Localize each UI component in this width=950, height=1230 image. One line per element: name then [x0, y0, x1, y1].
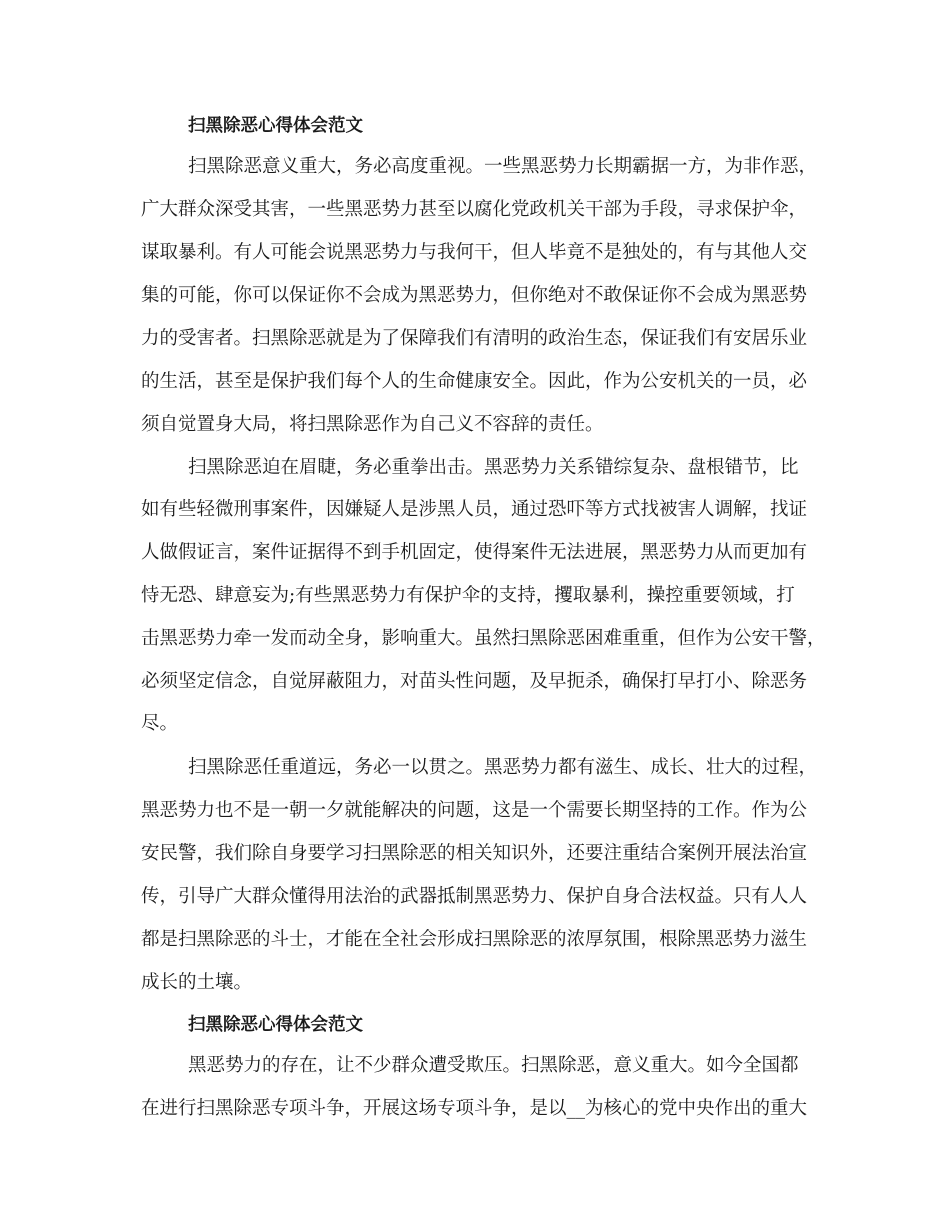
paragraph-line: 都是扫黑除恶的斗士，才能在全社会形成扫黑除恶的浓厚氛围，根除黑恶势力滋生	[141, 929, 808, 950]
paragraph-line: 谋取暴利。有人可能会说黑恶势力与我何干，但人毕竟不是独处的，有与其他人交	[141, 242, 808, 263]
paragraph-line: 扫黑除恶意义重大，务必高度重视。一些黑恶势力长期霸据一方，为非作恶，	[188, 156, 818, 177]
paragraph-line: 如有些轻微刑事案件，因嫌疑人是涉黑人员，通过恐吓等方式找被害人调解，找证	[141, 499, 808, 520]
paragraph-line: 黑恶势力的存在，让不少群众遭受欺压。扫黑除恶，意义重大。如今全国都	[188, 1055, 799, 1076]
paragraph-line: 人做假证言，案件证据得不到手机固定，使得案件无法进展，黑恶势力从而更加有	[141, 542, 808, 563]
paragraph-line: 尽。	[141, 713, 179, 734]
paragraph-line: 传，引导广大群众懂得用法治的武器抵制黑恶势力、保护自身合法权益。只有人人	[141, 886, 808, 907]
paragraph-line: 的生活，甚至是保护我们每个人的生命健康安全。因此，作为公安机关的一员，必	[141, 371, 808, 392]
paragraph-line: 集的可能，你可以保证你不会成为黑恶势力，但你绝对不敢保证你不会成为黑恶势	[141, 285, 808, 306]
paragraph-line: 黑恶势力也不是一朝一夕就能解决的问题，这是一个需要长期坚持的工作。作为公	[141, 800, 808, 821]
section-title: 扫黑除恶心得体会范文	[188, 1015, 363, 1035]
paragraph-line: 力的受害者。扫黑除恶就是为了保障我们有清明的政治生态，保证我们有安居乐业	[141, 328, 808, 349]
paragraph-line: 恃无恐、肆意妄为;有些黑恶势力有保护伞的支持，攫取暴利，操控重要领域，打	[141, 585, 795, 606]
section-title: 扫黑除恶心得体会范文	[188, 116, 363, 136]
paragraph-line: 成长的土壤。	[141, 972, 253, 993]
paragraph-line: 扫黑除恶迫在眉睫，务必重拳出击。黑恶势力关系错综复杂、盘根错节，比	[188, 457, 799, 478]
paragraph-line: 须自觉置身大局，将扫黑除恶作为自己义不容辞的责任。	[141, 414, 604, 435]
paragraph-line: 必须坚定信念，自觉屏蔽阻力，对苗头性问题，及早扼杀，确保打早打小、除恶务	[141, 671, 808, 692]
paragraph-line: 击黑恶势力牵一发而动全身，影响重大。虽然扫黑除恶困难重重，但作为公安干警，	[141, 628, 826, 649]
paragraph-line: 安民警，我们除自身要学习扫黑除恶的相关知识外，还要注重结合案例开展法治宣	[141, 843, 808, 864]
paragraph-line: 在进行扫黑除恶专项斗争，开展这场专项斗争，是以__为核心的党中央作出的重大	[141, 1098, 808, 1119]
paragraph-line: 扫黑除恶任重道远，务必一以贯之。黑恶势力都有滋生、成长、壮大的过程，	[188, 757, 818, 778]
paragraph-line: 广大群众深受其害，一些黑恶势力甚至以腐化党政机关干部为手段，寻求保护伞，	[141, 199, 808, 220]
